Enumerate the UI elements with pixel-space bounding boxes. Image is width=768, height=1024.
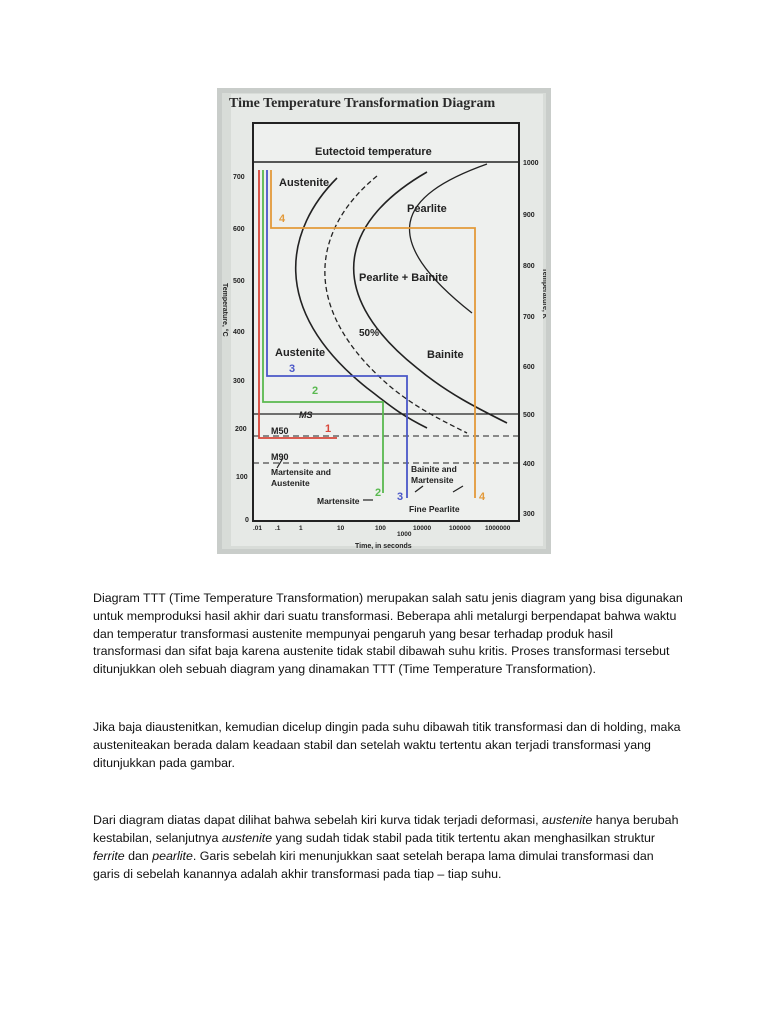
y-tick-left-100: 100: [236, 474, 248, 481]
bainite-martensite-label-2: Martensite: [411, 475, 454, 485]
y-tick-left-600: 600: [233, 226, 245, 233]
x-tick-01: .1: [275, 525, 281, 532]
pearlite-bainite-label: Pearlite + Bainite: [359, 272, 448, 284]
eutectoid-label: Eutectoid temperature: [315, 146, 432, 158]
y-tick-right-1000: 1000: [523, 160, 539, 167]
paragraph-3-italic-1: austenite: [542, 813, 593, 828]
path-number-3: 3: [289, 363, 296, 375]
x-tick-001: .01: [253, 525, 263, 532]
y-tick-right-300: 300: [523, 511, 535, 518]
y-tick-left-200: 200: [235, 426, 247, 433]
x-tick-10000: 10000: [413, 525, 432, 532]
path-number-1: 1: [325, 423, 332, 435]
y-tick-left-300: 300: [233, 378, 245, 385]
xlabel: Time, in seconds: [355, 543, 412, 550]
bainite-martensite-label-1: Bainite and: [411, 464, 457, 474]
ylabel-left: Temperature, °C: [221, 283, 228, 337]
ms-label: MS: [299, 410, 313, 420]
y-tick-right-700: 700: [523, 314, 535, 321]
paragraph-1: Diagram TTT (Time Temperature Transformation) merupakan salah satu jenis diagram yang bisa digunakan untuk memproduksi hasil akhir dari suatu transformasi. Beberapa ahli metalurgi berpendapat bahwa waktu dan temperatur transformasi austenite mempunyai pengaruh yang besar terhadap produk hasil transformasi dan sifat baja karena austenite tidak stabil dibawah suhu kritis. Proses transformasi tersebut ditunjukkan oleh sebuah diagram yang dinamakan TTT (Time Temperature Transformation).: [93, 591, 683, 677]
paragraph-3-italic-3: ferrite: [93, 848, 125, 863]
paragraph-3-text-5: . Garis sebelah kiri menunjukkan saat setelah berapa lama dimulai transformasi dan garis di sebelah kanannya adalah akhir transformasi pada tiap – tiap suhu.: [93, 848, 654, 881]
bainite-label: Bainite: [427, 349, 464, 361]
path-number-4-top: 4: [279, 213, 286, 225]
diagram-title: Time Temperature Transformation Diagram: [229, 96, 496, 111]
paragraph-3-italic-2: austenite: [221, 831, 273, 846]
ylabel-right: Temperature, K: [541, 268, 548, 319]
paragraph-3-text-3: yang sudah tidak stabil pada titik tertentu akan menghasilkan struktur: [272, 831, 656, 846]
path-number-2: 2: [312, 385, 319, 397]
path-number-3-bottom: 3: [397, 491, 404, 503]
ttt-diagram-photo: [217, 88, 551, 554]
fine-pearlite-label: Fine Pearlite: [409, 504, 460, 514]
x-tick-1000: 1000: [397, 531, 412, 538]
y-tick-right-800: 800: [523, 263, 535, 270]
y-tick-right-500: 500: [523, 412, 535, 419]
ttt-diagram: [217, 88, 551, 554]
y-tick-left-700: 700: [233, 174, 245, 181]
austenite-mid-label: Austenite: [275, 347, 326, 359]
martensite-austenite-label-1: Martensite and: [271, 467, 331, 477]
y-tick-right-900: 900: [523, 212, 535, 219]
paragraph-3-text-4: dan: [124, 848, 153, 863]
x-tick-100000: 100000: [449, 525, 471, 532]
article-body: [93, 590, 683, 924]
path-number-4-bottom: 4: [479, 491, 486, 503]
paragraph-3: [93, 812, 683, 883]
y-tick-left-500: 500: [233, 278, 245, 285]
paragraph-3-italic-4: pearlite: [152, 848, 193, 863]
fifty-percent-label: 50%: [359, 328, 380, 339]
martensite-austenite-label-2: Austenite: [271, 478, 310, 488]
path-number-2-bottom: 2: [375, 487, 382, 499]
paragraph-2: Jika baja diaustenitkan, kemudian dicelup dingin pada suhu dibawah titik transformasi dan di holding, maka austeniteakan berada dalam keadaan stabil dan setelah waktu tertentu akan terjadi transformasi yang ditunjukkan pada gambar.: [93, 719, 681, 770]
x-tick-10: 10: [337, 525, 345, 532]
y-tick-left-0: 0: [245, 517, 249, 524]
austenite-top-label: Austenite: [279, 177, 330, 189]
m90-label: M90: [271, 452, 289, 462]
paragraph-3-text-2: hanya berubah kestabilan, selanjutnya: [93, 813, 679, 846]
y-tick-left-400: 400: [233, 329, 245, 336]
x-tick-1000000: 1000000: [485, 525, 511, 532]
paragraph-3-text-1: Dari diagram diatas dapat dilihat bahwa sebelah kiri kurva tidak terjadi deformasi,: [93, 813, 543, 828]
martensite-label: Martensite: [317, 496, 360, 506]
y-tick-right-600: 600: [523, 364, 535, 371]
m50-label: M50: [271, 426, 289, 436]
x-tick-1: 1: [299, 525, 303, 532]
y-tick-right-400: 400: [523, 461, 535, 468]
pearlite-label: Pearlite: [407, 203, 447, 215]
x-tick-100: 100: [375, 525, 386, 532]
